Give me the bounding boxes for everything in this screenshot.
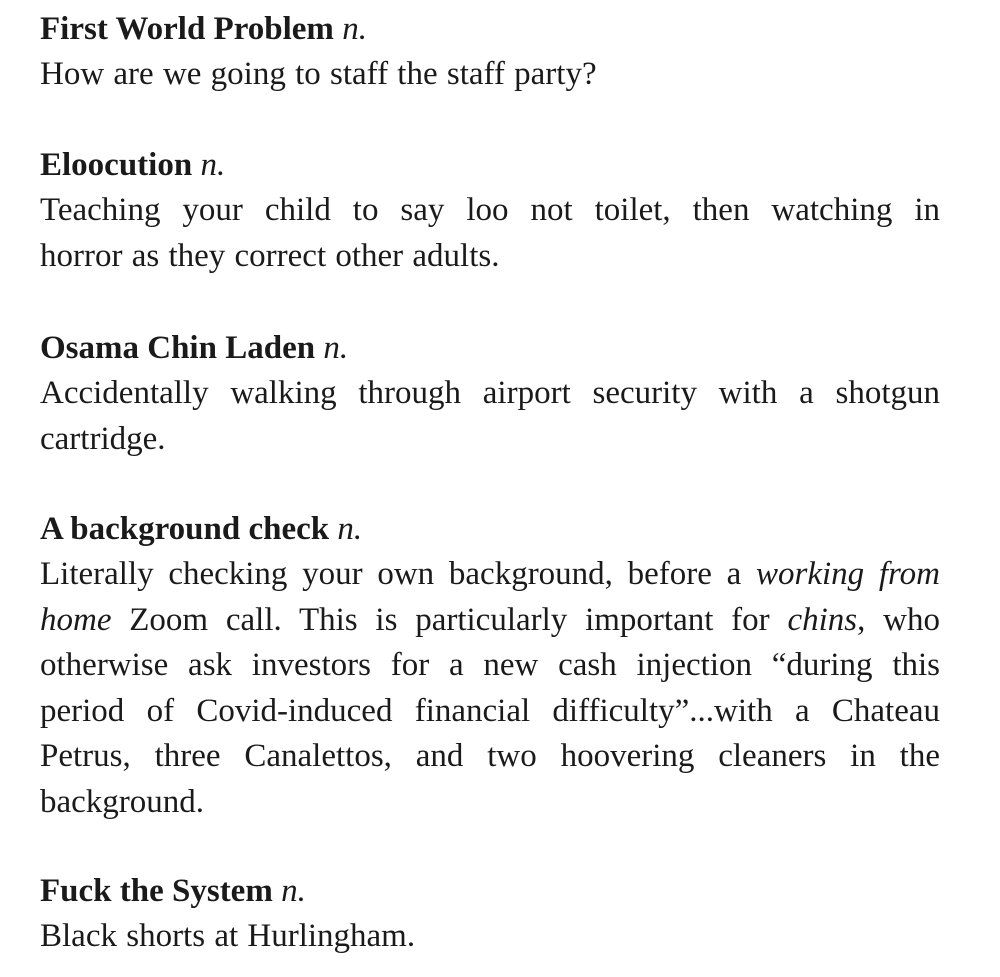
definition-line: cartridge. — [40, 420, 166, 457]
part-of-speech: n. — [200, 147, 226, 183]
definition-text: Literally checking your own background, before a — [40, 556, 756, 592]
definition-line: horror as they correct other adults. — [40, 237, 500, 274]
entry-heading — [40, 7, 940, 52]
definition-emphasis: home — [40, 601, 112, 638]
definition-emphasis: chins — [787, 601, 858, 638]
entry-definition — [40, 371, 940, 462]
entry-definition — [40, 914, 940, 960]
glossary-entry — [40, 7, 940, 98]
definition-line: Teaching your child to say loo not toilet, then watching in — [40, 192, 940, 228]
definition-line: How are we going to staff the staff party? — [40, 56, 597, 92]
definition-text: , who — [857, 601, 940, 638]
part-of-speech: n. — [281, 873, 306, 909]
glossary-entry — [40, 869, 940, 960]
entry-heading — [40, 869, 940, 914]
entry-term: A background check — [40, 511, 330, 547]
glossary-entry — [40, 507, 940, 825]
glossary-entry — [40, 326, 940, 462]
definition-line: background. — [40, 783, 205, 820]
entry-definition — [40, 552, 940, 825]
entry-heading — [40, 143, 940, 188]
definition-line — [40, 552, 940, 598]
entry-definition — [40, 52, 940, 98]
definition-line: Accidentally walking through airport security with a shotgun — [40, 375, 940, 411]
part-of-speech: n. — [323, 330, 349, 366]
definition-line: Black shorts at Hurlingham. — [40, 918, 416, 954]
glossary-entry — [40, 143, 940, 279]
definition-emphasis: working from — [756, 556, 940, 592]
definition-line — [40, 598, 940, 644]
entry-term: First World Problem — [40, 11, 334, 47]
part-of-speech: n. — [337, 511, 363, 547]
definition-line: period of Covid-induced financial difficulty”...with a Chateau — [40, 692, 940, 729]
entry-heading — [40, 326, 940, 371]
definition-line: Petrus, three Canalettos, and two hoovering cleaners in the — [40, 738, 940, 774]
entry-definition — [40, 188, 940, 279]
entry-term: Eloocution — [40, 147, 193, 183]
part-of-speech: n. — [342, 11, 367, 47]
entry-heading — [40, 507, 940, 552]
definition-line: otherwise ask investors for a new cash injection “during this — [40, 647, 940, 683]
definition-text: Zoom call. This is particularly important for — [111, 601, 788, 638]
entry-term: Fuck the System — [40, 873, 273, 909]
entry-term: Osama Chin Laden — [40, 330, 316, 366]
